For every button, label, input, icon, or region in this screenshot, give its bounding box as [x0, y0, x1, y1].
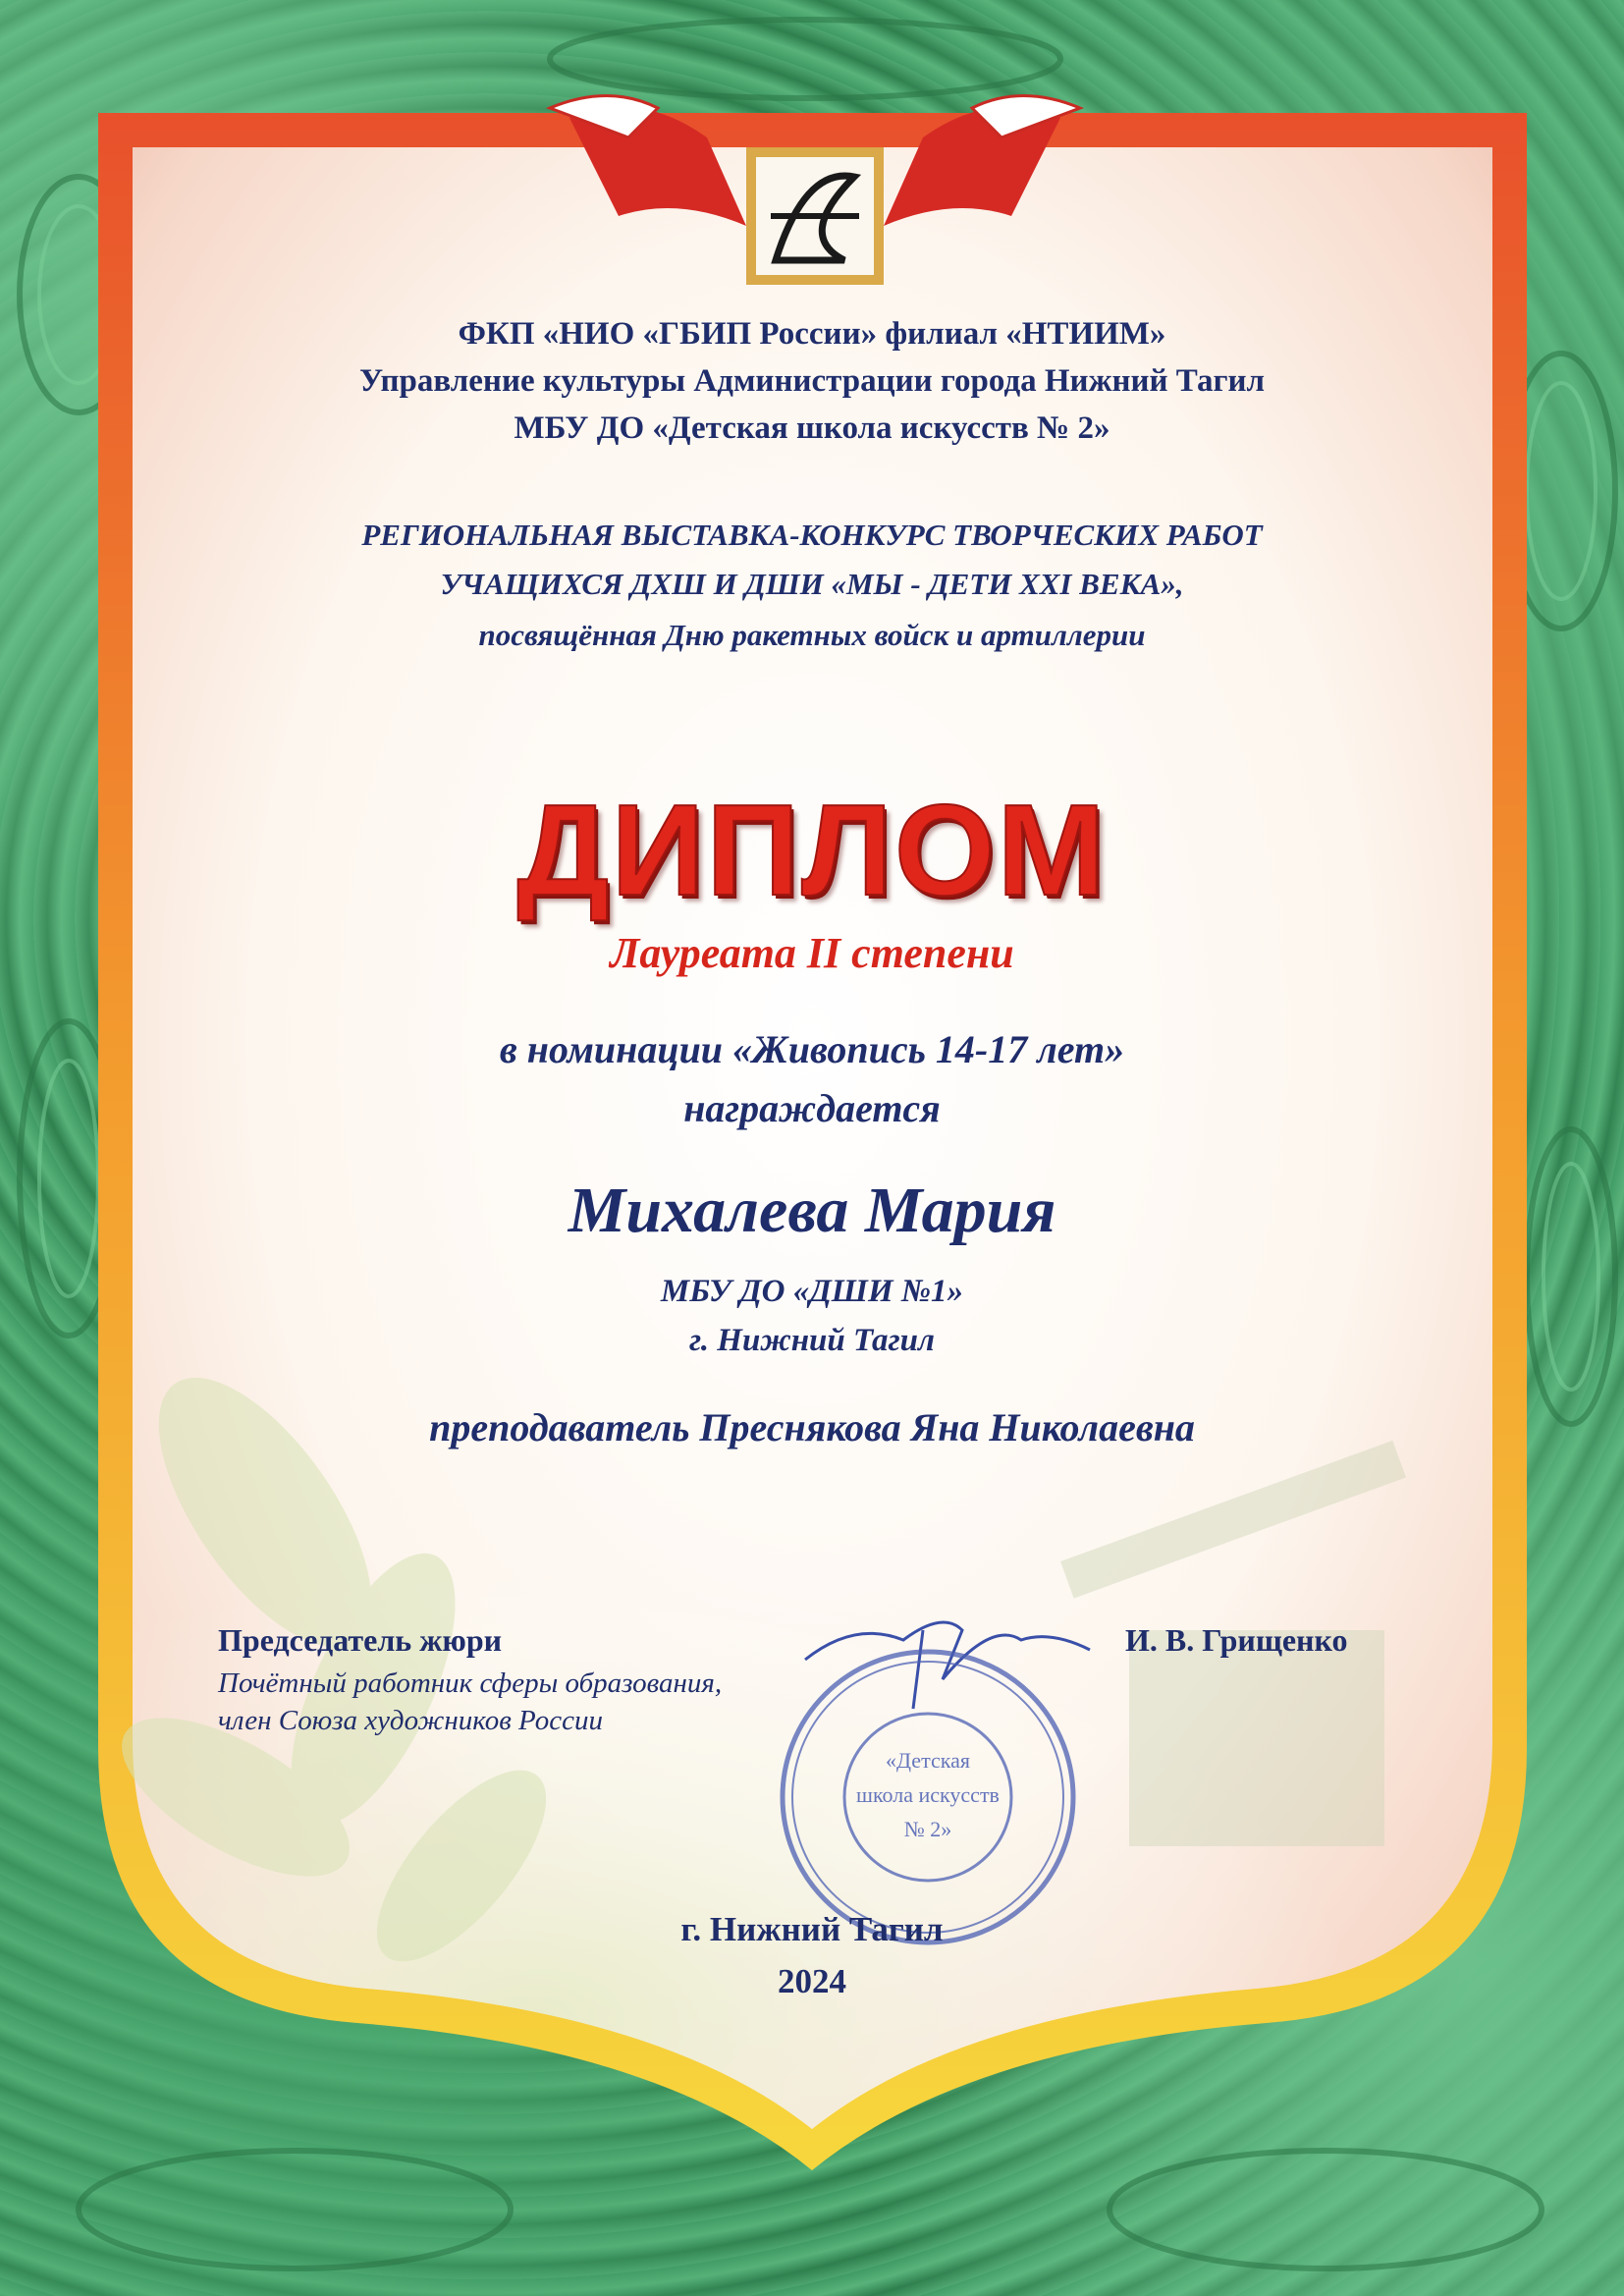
stamp-center-line-2: школа искусств	[856, 1782, 1000, 1807]
jury-chair-name: И. В. Грищенко	[1125, 1622, 1348, 1658]
laureate-degree: Лауреата II степени	[610, 929, 1014, 977]
contest-title-line-2: УЧАЩИХСЯ ДХШ И ДШИ «МЫ - ДЕТИ XXI ВЕКА»,	[440, 567, 1184, 601]
organizer-line-2: Управление культуры Администрации города Нижний Тагил	[359, 363, 1265, 399]
stamp-center-line-3: № 2»	[903, 1817, 952, 1841]
recipient-name: Михалева Мария	[568, 1175, 1056, 1246]
stamp-center-line-1: «Детская	[886, 1748, 970, 1773]
footer-city: г. Нижний Тагил	[680, 1910, 944, 1948]
organizer-line-3: МБУ ДО «Детская школа искусств № 2»	[514, 410, 1110, 446]
diploma-title: ДИПЛОМ	[516, 778, 1108, 922]
awarded-label: награждается	[683, 1086, 941, 1130]
ribbon-logo-icon	[511, 79, 1119, 304]
recipient-school: МБУ ДО «ДШИ №1»	[660, 1274, 964, 1309]
jury-chair-membership: член Союза художников России	[218, 1705, 603, 1736]
round-seal-icon	[771, 1640, 1085, 1954]
contest-title-line-1: РЕГИОНАЛЬНАЯ ВЫСТАВКА-КОНКУРС ТВОРЧЕСКИХ РАБОТ	[361, 518, 1263, 552]
organizer-line-1: ФКП «НИО «ГБИП России» филиал «НТИИМ»	[458, 316, 1166, 352]
jury-chair-title: Председатель жюри	[218, 1622, 503, 1658]
jury-chair-honor: Почётный работник сферы образования,	[218, 1667, 723, 1699]
recipient-city: г. Нижний Тагил	[689, 1323, 935, 1358]
footer-year: 2024	[778, 1962, 846, 2000]
nomination: в номинации «Живопись 14-17 лет»	[499, 1027, 1125, 1071]
teacher: преподаватель Преснякова Яна Николаевна	[429, 1405, 1195, 1449]
contest-dedication: посвящённая Дню ракетных войск и артиллерии	[478, 618, 1146, 652]
